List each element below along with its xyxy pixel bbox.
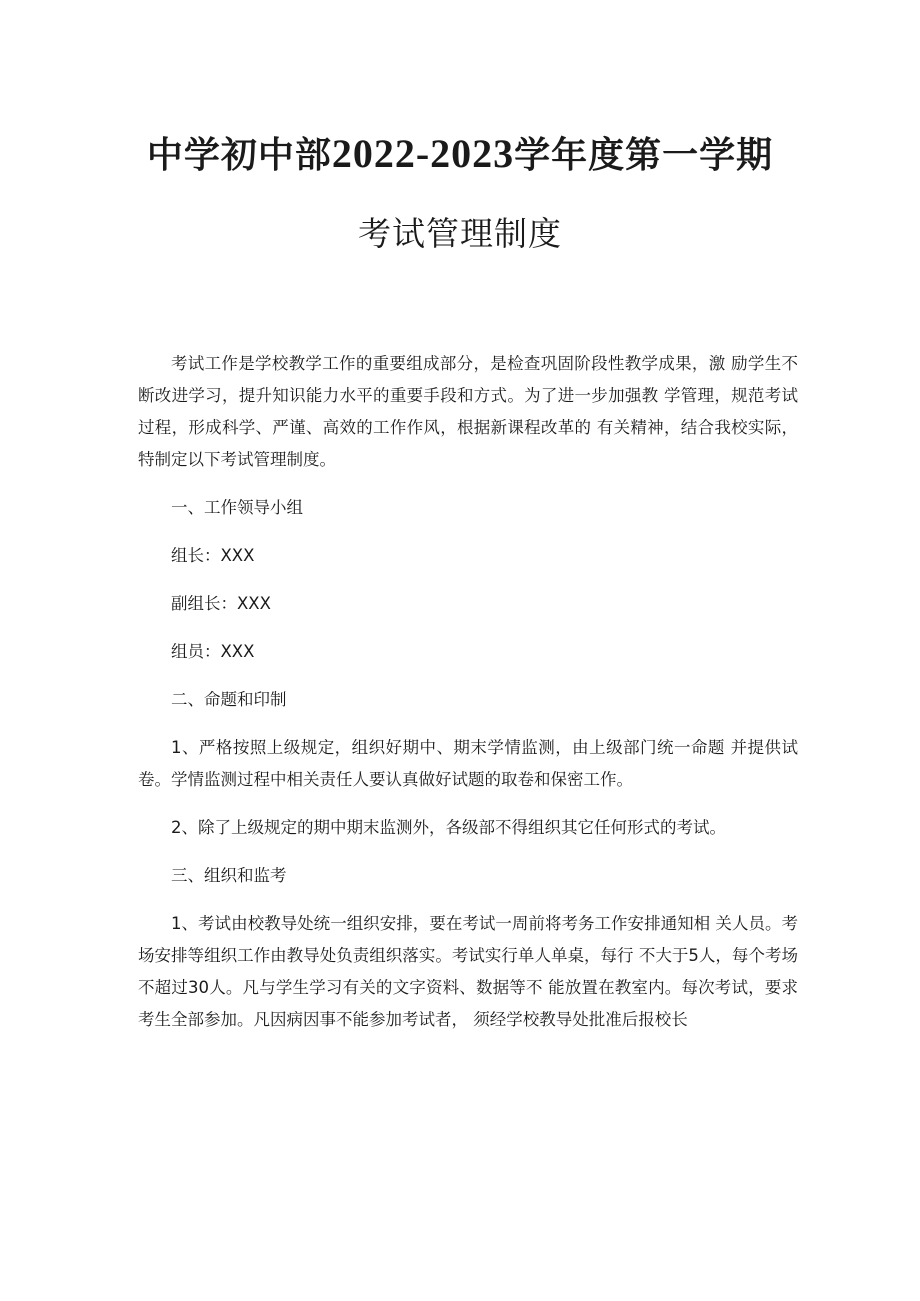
section-heading-leadership: 一、工作领导小组 xyxy=(171,498,303,517)
leader-line: 组长：XXX xyxy=(171,546,255,565)
document-subtitle: 考试管理制度 xyxy=(358,214,562,253)
document-body xyxy=(138,348,798,1052)
title-text-part1: 中学初中部 xyxy=(146,135,332,176)
section-heading-exam-setting: 二、命题和印制 xyxy=(171,690,287,709)
exam-setting-item-1: 1、严格按照上级规定，组织好期中、期末学情监测，由上级部门统一命题 并提供试卷。学情监测过程中相关责任人要认真做好试题的取卷和保密工作。 xyxy=(138,738,798,789)
intro-paragraph: 考试工作是学校教学工作的重要组成部分，是检查巩固阶段性教学成果，激 励学生不断改进学习，提升知识能力水平的重要手段和方式。为了进一步加强教 学管理，规范考试过程，形成科学、严谨、高效的工作作风，根据新课程改革的 有关精神，结合我校实际，特制定以下考试管理制度。 xyxy=(138,354,798,469)
section-heading-organization: 三、组织和监考 xyxy=(171,866,287,885)
members-line: 组员：XXX xyxy=(171,642,255,661)
organization-item-1: 1、考试由校教导处统一组织安排，要在考试一周前将考务工作安排通知相 关人员。考场安排等组织工作由教导处负责组织落实。考试实行单人单桌，每行 不大于5人，每个考场不超过30人。凡与学生学习有关的文字资料、数据等不 能放置在教室内。每次考试，要求考生全部参加。凡因病因事不能参加考试者， 须经学校教导处批准后报校长 xyxy=(138,914,798,1029)
exam-setting-item-2: 2、除了上级规定的期中期末监测外，各级部不得组织其它任何形式的考试。 xyxy=(171,818,726,837)
title-text-part2: 学年度第一学期 xyxy=(514,135,774,176)
title-academic-year: 2022-2023 xyxy=(331,131,515,176)
document-title xyxy=(0,128,920,182)
deputy-leader-line: 副组长：XXX xyxy=(171,594,271,613)
